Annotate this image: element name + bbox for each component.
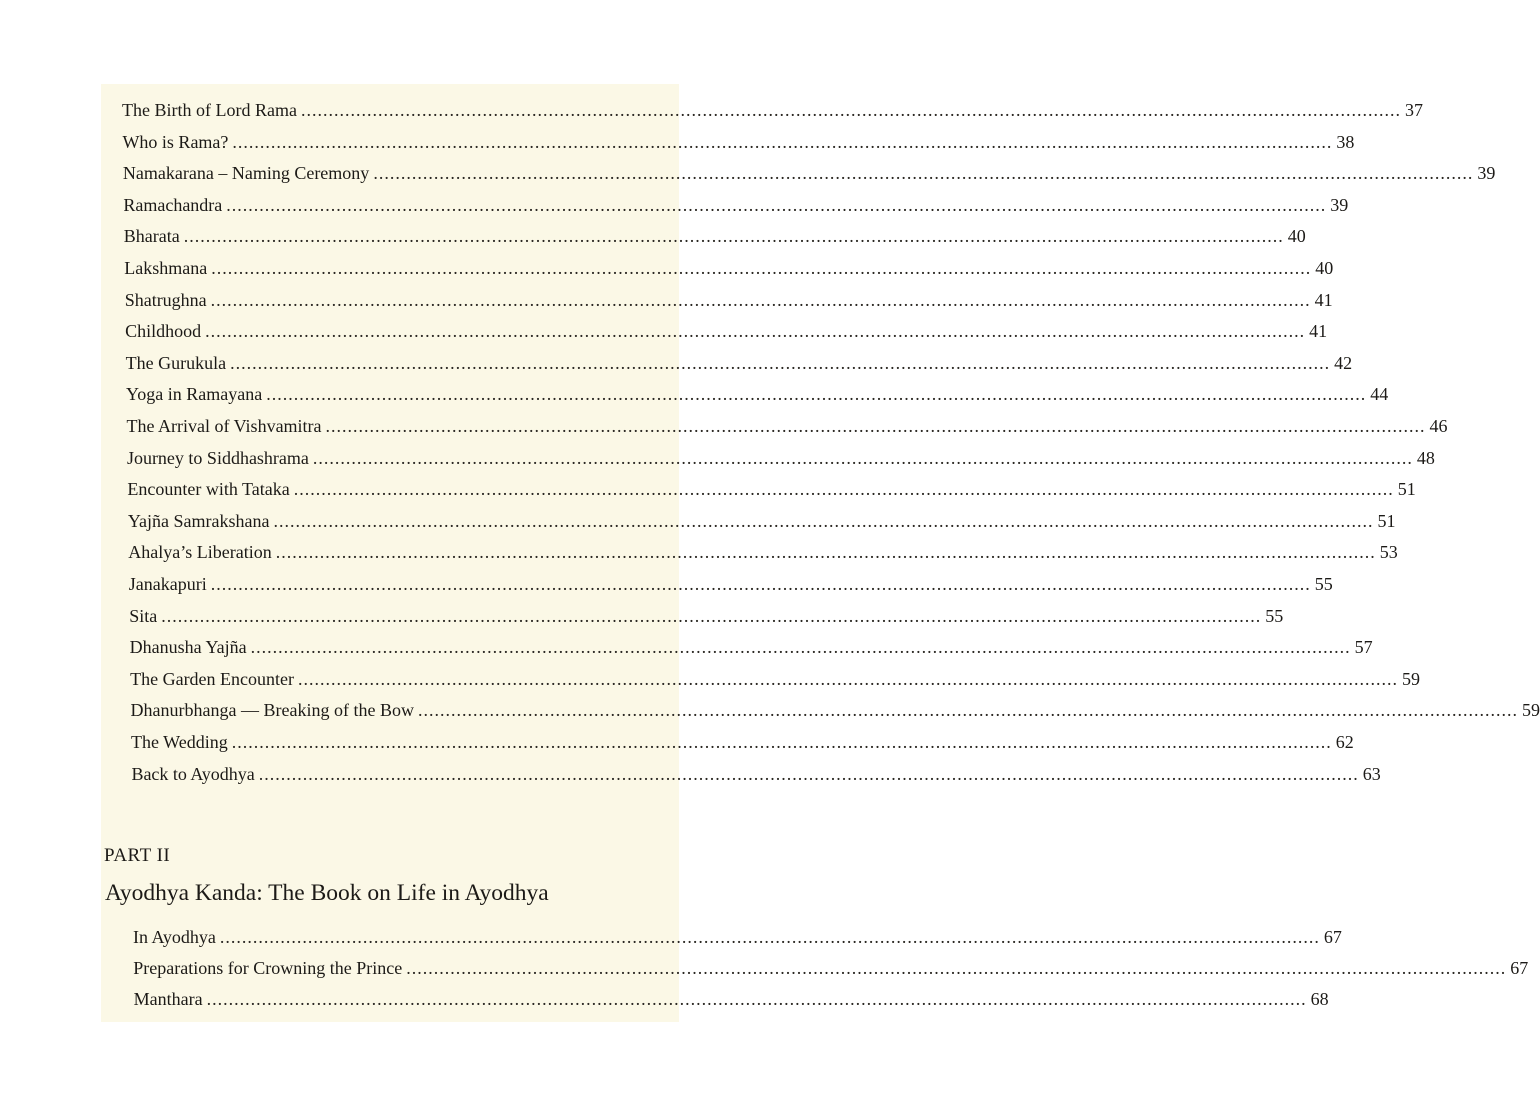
- toc-entry-page: 51: [1397, 479, 1416, 500]
- toc-entry: [126, 447, 1435, 469]
- toc-entry: [122, 131, 1355, 153]
- toc-entry-title: The Arrival of Vishvamitra: [126, 416, 322, 436]
- toc-dot-leader: ........................................................................................................................................................................................................: [210, 289, 1311, 310]
- toc-entry-title: Dhanusha Yajña: [129, 637, 247, 658]
- toc-entry: [127, 510, 1396, 532]
- part-title: Ayodhya Kanda: The Book on Life in Ayodhya: [105, 880, 549, 906]
- part-label: PART II: [104, 845, 171, 866]
- toc-entry-page: 59: [1521, 700, 1540, 721]
- toc-entry-title: Dhanurbhanga — Breaking of the Bow: [130, 700, 414, 721]
- toc-entry-page: 37: [1404, 100, 1423, 120]
- toc-entry-title: Yoga in Ramayana: [126, 384, 263, 405]
- toc-entry: [123, 194, 1349, 216]
- toc-entry: [130, 668, 1421, 690]
- toc-entry: [130, 699, 1540, 721]
- toc-entry: [122, 99, 1423, 121]
- toc-entry-title: Encounter with Tataka: [127, 479, 290, 500]
- toc-entry-page: 41: [1314, 289, 1333, 310]
- toc-entry-page: 53: [1379, 542, 1398, 563]
- toc-entry-title: Lakshmana: [124, 258, 208, 278]
- toc-entry: [126, 415, 1448, 437]
- toc-dot-leader: ........................................................................................................................................................................................................: [231, 732, 1332, 752]
- toc-dot-leader: ........................................................................................................................................................................................................: [406, 958, 1507, 978]
- toc-entry-page: 44: [1370, 384, 1389, 405]
- toc-entry-title: Sita: [129, 605, 158, 626]
- toc-entry-page: 38: [1336, 131, 1355, 152]
- toc-dot-leader: ........................................................................................................................................................................................................: [275, 542, 1376, 563]
- toc-entry-title: Yajña Samrakshana: [127, 510, 270, 531]
- toc-dot-leader: ........................................................................................................................................................................................................: [161, 605, 1262, 626]
- toc-entry-title: Namakarana – Naming Ceremony: [122, 163, 370, 184]
- toc-entry-page: 62: [1335, 732, 1354, 752]
- toc-entry: [124, 289, 1333, 311]
- toc-entry-title: Childhood: [125, 321, 202, 342]
- toc-dot-leader: ........................................................................................................................................................................................................: [417, 700, 1518, 721]
- toc-entry: [125, 352, 1353, 374]
- toc-entry-page: 51: [1377, 510, 1396, 531]
- toc-dot-leader: ........................................................................................................................................................................................................: [219, 927, 1320, 947]
- toc-entry: [127, 478, 1416, 500]
- toc-entry: [133, 926, 1342, 948]
- toc-entry-title: The Gurukula: [125, 352, 227, 373]
- toc-dot-leader: ........................................................................................................................................................................................................: [226, 194, 1327, 215]
- toc-entry-page: 67: [1510, 958, 1529, 978]
- toc-entry-page: 40: [1315, 258, 1334, 278]
- toc-entry-title: Back to Ayodhya: [131, 763, 255, 784]
- toc-entry-title: The Garden Encounter: [130, 668, 295, 689]
- toc-entry-title: Who is Rama?: [122, 131, 229, 152]
- toc-entry-title: Journey to Siddhashrama: [126, 447, 309, 468]
- toc-entry: [133, 988, 1329, 1010]
- toc-entry: [133, 957, 1529, 979]
- toc-entry-page: 57: [1354, 637, 1373, 658]
- toc-entry-title: Manthara: [133, 989, 203, 1009]
- toc-entry-page: 39: [1330, 194, 1349, 215]
- toc-entry: [125, 320, 1328, 342]
- toc-dot-leader: ........................................................................................................................................................................................................: [298, 668, 1399, 689]
- toc-entry-page: 59: [1402, 668, 1421, 689]
- toc-dot-leader: ........................................................................................................................................................................................................: [210, 574, 1311, 594]
- toc-entry-title: In Ayodhya: [133, 927, 216, 947]
- toc-dot-leader: ........................................................................................................................................................................................................: [206, 989, 1307, 1009]
- toc-entry: [131, 731, 1354, 753]
- toc-entry-page: 39: [1477, 163, 1496, 184]
- toc-entry-page: 41: [1309, 321, 1328, 342]
- toc-entry-title: Ahalya’s Liberation: [128, 542, 272, 563]
- toc-entry-page: 48: [1416, 447, 1435, 468]
- toc-entry-page: 68: [1310, 989, 1329, 1009]
- toc-entry: [126, 383, 1389, 405]
- toc-entry: [123, 225, 1306, 247]
- toc-dot-leader: ........................................................................................................................................................................................................: [373, 163, 1474, 184]
- toc-entry-title: The Wedding: [131, 732, 228, 752]
- toc-dot-leader: ........................................................................................................................................................................................................: [258, 763, 1359, 784]
- toc-entry-page: 55: [1265, 605, 1284, 626]
- toc-dot-leader: ........................................................................................................................................................................................................: [325, 416, 1426, 436]
- toc-dot-leader: ........................................................................................................................................................................................................: [211, 258, 1312, 278]
- toc-dot-leader: ........................................................................................................................................................................................................: [232, 131, 1333, 152]
- toc-dot-leader: ........................................................................................................................................................................................................: [312, 447, 1413, 468]
- toc-dot-leader: ........................................................................................................................................................................................................: [205, 321, 1306, 342]
- toc-entry: [124, 257, 1334, 279]
- toc-dot-leader: ........................................................................................................................................................................................................: [300, 100, 1401, 120]
- toc-entry-page: 63: [1362, 763, 1381, 784]
- toc-entry: [129, 636, 1373, 658]
- toc-entry-page: 46: [1429, 416, 1448, 436]
- toc-entry-page: 40: [1287, 226, 1306, 247]
- toc-dot-leader: ........................................................................................................................................................................................................: [250, 637, 1351, 658]
- toc-entry-title: Ramachandra: [123, 194, 223, 215]
- toc-entry-title: The Birth of Lord Rama: [122, 100, 297, 120]
- toc-dot-leader: ........................................................................................................................................................................................................: [183, 226, 1284, 247]
- toc-entry: [128, 573, 1333, 595]
- toc-entry-title: Preparations for Crowning the Prince: [133, 958, 403, 978]
- toc-dot-leader: ........................................................................................................................................................................................................: [230, 352, 1331, 373]
- toc-entry-title: Shatrughna: [124, 289, 207, 310]
- toc-entry-page: 67: [1323, 927, 1342, 947]
- toc-entry: [122, 162, 1496, 184]
- toc-entry: [129, 605, 1284, 627]
- toc-entry-page: 55: [1314, 574, 1333, 594]
- toc-entry: [128, 541, 1398, 563]
- toc-dot-leader: ........................................................................................................................................................................................................: [293, 479, 1394, 500]
- toc-entry: [131, 763, 1381, 785]
- toc-dot-leader: ........................................................................................................................................................................................................: [273, 510, 1374, 531]
- toc-dot-leader: ........................................................................................................................................................................................................: [266, 384, 1367, 405]
- toc-entry-title: Bharata: [123, 226, 180, 247]
- toc-entry-title: Janakapuri: [128, 574, 207, 594]
- toc-entry-page: 42: [1334, 352, 1353, 373]
